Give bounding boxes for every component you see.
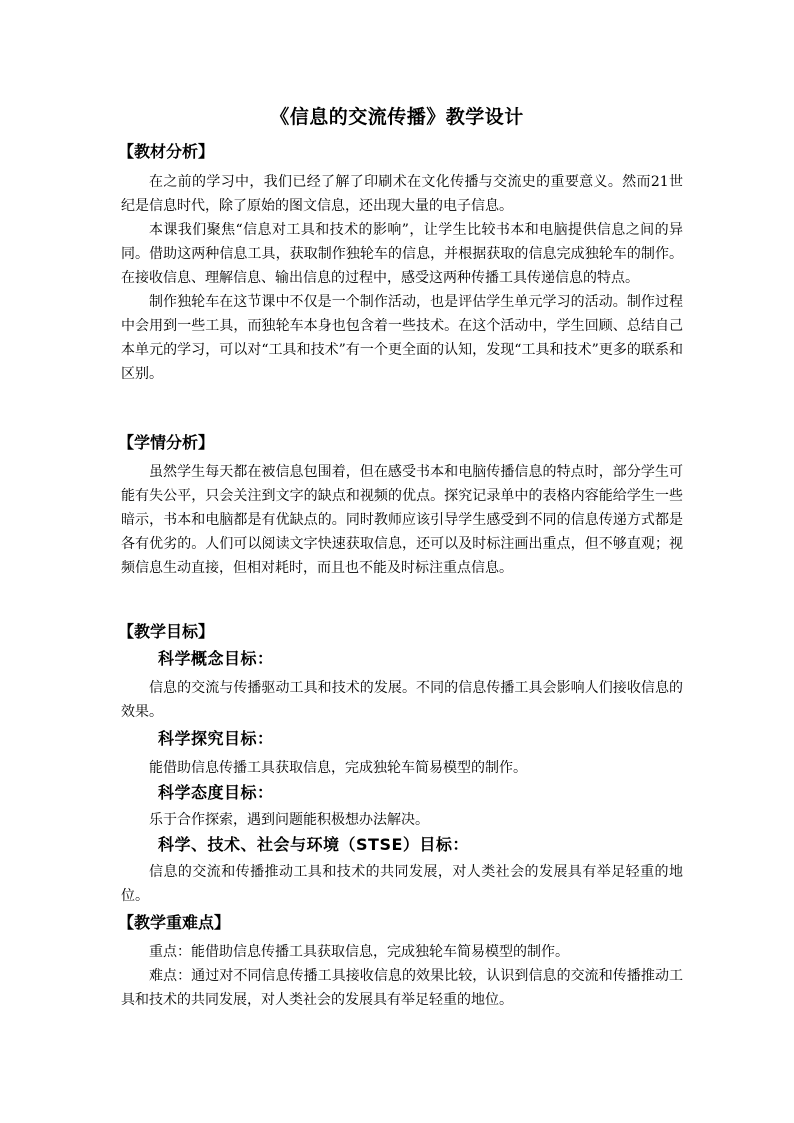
inquiry-goal-text — [121, 756, 683, 780]
concept-goal-text — [121, 676, 683, 724]
subhead-inquiry-goal: 科学探究目标： — [158, 729, 274, 748]
key-point-focus: 重点：能借助信息传播工具获取信息，完成独轮车简易模型的制作。 — [149, 944, 569, 960]
key-points-body — [121, 940, 683, 1012]
key-point-difficulty: 难点：通过对不同信息传播工具接收信息的效果比较，认识到信息的交流和传播推动工具和技术的共同发展，对人类社会的发展具有举足轻重的地位。 — [121, 968, 683, 1008]
heading-textbook-analysis: 【教材分析】 — [118, 142, 215, 161]
attitude-goal-paragraph: 乐于合作探索，遇到问题能积极想办法解决。 — [149, 812, 429, 828]
heading-student-analysis: 【学情分析】 — [118, 433, 215, 452]
inquiry-goal-paragraph: 能借助信息传播工具获取信息，完成独轮车简易模型的制作。 — [149, 760, 527, 776]
heading-teaching-goals: 【教学目标】 — [118, 622, 215, 641]
document-title: 《信息的交流传播》教学设计 — [270, 106, 524, 128]
attitude-goal-text — [121, 808, 683, 832]
subhead-stse-goal: 科学、技术、社会与环境（STSE）目标： — [158, 835, 469, 854]
subhead-attitude-goal: 科学态度目标： — [158, 783, 274, 802]
student-analysis-body — [121, 460, 683, 580]
textbook-paragraph-3: 制作独轮车在这节课中不仅是一个制作活动，也是评估学生单元学习的活动。制作过程中会用到一些工具，而独轮车本身也包含着一些技术。在这个活动中，学生回顾、总结自己本单元的学习，可以对“工具和技术”有一个更全面的认知，发现“工具和技术”更多的联系和区别。 — [121, 294, 683, 382]
stse-goal-text — [121, 860, 683, 908]
textbook-analysis-body — [121, 170, 683, 386]
concept-goal-paragraph: 信息的交流与传播驱动工具和技术的发展。不同的信息传播工具会影响人们接收信息的效果。 — [121, 680, 683, 720]
stse-goal-paragraph: 信息的交流和传播推动工具和技术的共同发展，对人类社会的发展具有举足轻重的地位。 — [121, 864, 683, 904]
heading-key-points: 【教学重难点】 — [118, 913, 231, 932]
textbook-paragraph-1: 在之前的学习中，我们已经了解了印刷术在文化传播与交流史的重要意义。然而21世纪是信息时代，除了原始的图文信息，还出现大量的电子信息。 — [121, 174, 683, 214]
textbook-paragraph-2: 本课我们聚焦“信息对工具和技术的影响”，让学生比较书本和电脑提供信息之间的异同。借助这两种信息工具，获取制作独轮车的信息，并根据获取的信息完成独轮车的制作。在接收信息、理解信息、输出信息的过程中，感受这两种传播工具传递信息的特点。 — [121, 222, 683, 286]
student-paragraph-1: 虽然学生每天都在被信息包围着，但在感受书本和电脑传播信息的特点时，部分学生可能有失公平，只会关注到文字的缺点和视频的优点。探究记录单中的表格内容能给学生一些暗示，书本和电脑都是有优缺点的。同时教师应该引导学生感受到不同的信息传递方式都是各有优劣的。人们可以阅读文字快速获取信息，还可以及时标注画出重点，但不够直观；视频信息生动直接，但相对耗时，而且也不能及时标注重点信息。 — [121, 464, 683, 576]
subhead-concept-goal: 科学概念目标： — [158, 649, 274, 668]
